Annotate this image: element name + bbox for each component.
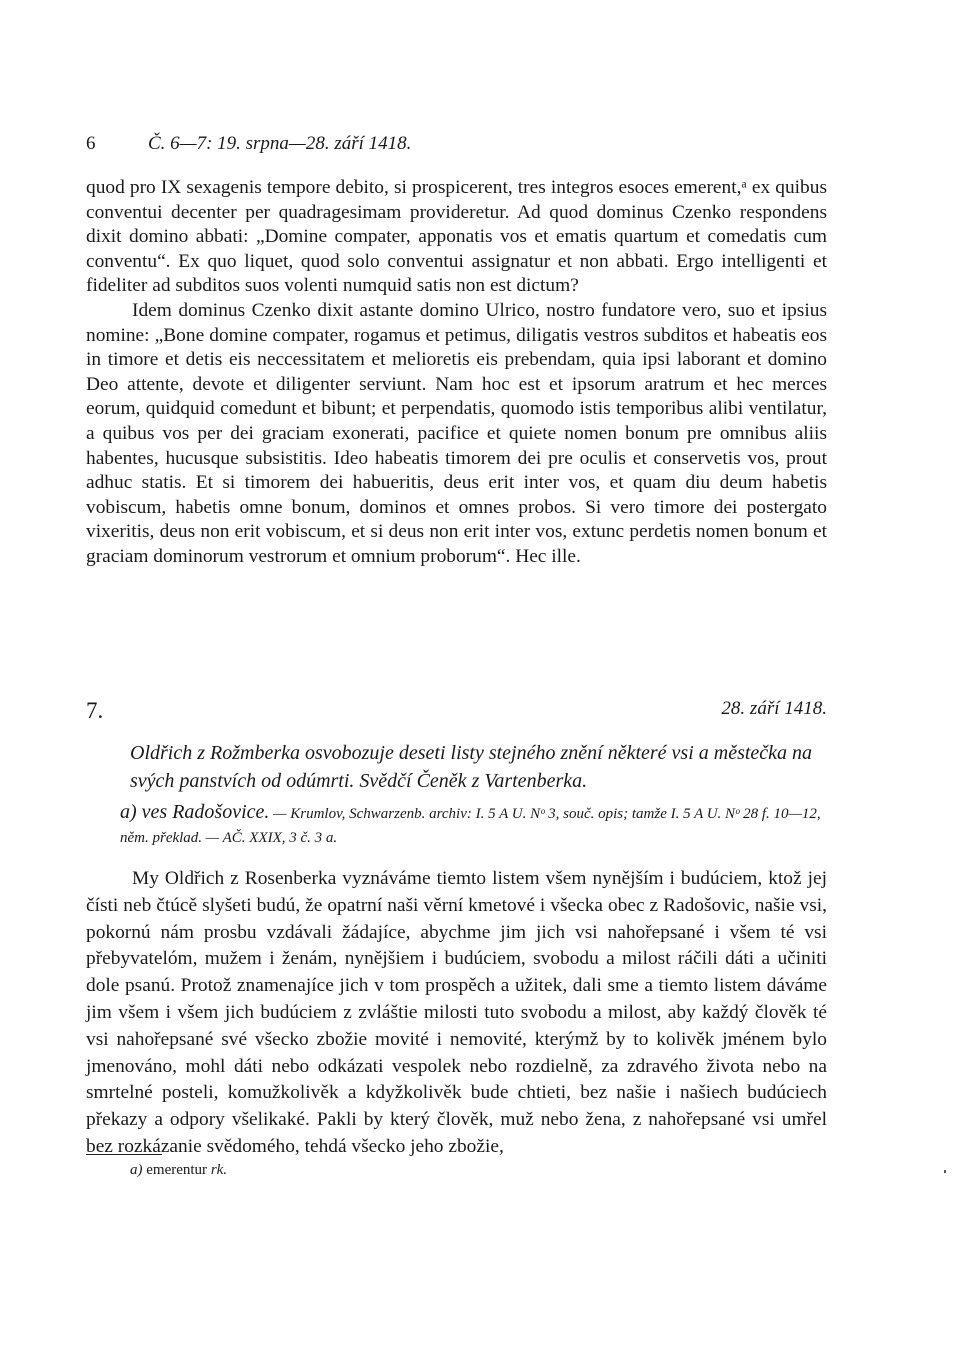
document-date: 28. září 1418. (721, 698, 827, 719)
running-title: Č. 6—7: 19. srpna—28. září 1418. (148, 133, 412, 154)
paragraph-2: Idem dominus Czenko dixit astante domino Ulrico, nostro fundatore vero, suo et ipsius nomine: „Bone domine compater, rogamus et petimus, diligatis vestros subditos et habeatis eos in timore et detis eis neccessitatem et melioretis eis prebendam, quia ipsi laborant et domino Deo attente, devote et diligenter serviunt. Nam hoc est et ipsorum aratrum et hec merces eorum, quidquid comedunt et bibunt; et perpendatis, quomodo istis temporibus alibi ventilatur, a quibus vos per dei graciam exonerati, pacifice et quiete nomen bonum pre omnibus aliis habentes, hucusque subsistitis. Ideo habeatis timorem dei pre oculis et conservetis vos, prout adhuc statis. Et si timorem dei habueritis, deus erit inter vos, et quam diu deum habetis vobiscum, habetis omne bonum, dominos et omnes probos. Si vero timore dei postergato vixeritis, deus non erit vobiscum, et si deus non erit inter vos, extunc perdetis nomen bonum et graciam dominorum vestrorum et omnium proborum“. Hec ille. (86, 299, 827, 567)
footnote (130, 1162, 227, 1179)
source-text: — Krumlov, Schwarzenb. archiv: I. 5 A U. Nᵒ 3, souč. opis; tamže I. 5 A U. Nᵒ 28 f. 10—12, něm. překlad. — AČ. XXIX, 3 č. 3 a. (120, 806, 821, 846)
footnote-label: a) (130, 1162, 143, 1178)
document-paragraph: My Oldřich z Rosenberka vyznáváme tiemto listem všem nynějším i budúciem, ktož jej čísti neb čtúcě slyšeti budú, že opatrní naši věrní kmetové i všecka obec z Radošovic, našie vsi, pokornú nám prosbu vzdávali žádajíce, abychme jim jich vsi nahořepsané i všem té vsi přebyvatelóm, mužem i ženám, nynějšiem i budúciem, svobodu a milost ráčili dáti a učiniti dole psanú. Protož znamenajíce jich v tom prospěch a užitek, dali sme a tiemto listem dáváme jim všem i všem jich budúciem z zvláštie milosti tuto svobodu a milost, aby každý člověk té vsi nahořepsané své všecko zbožie movité i nemovité, kterýmž by to kolivěk jménem bylo jmenováno, mohl dáti nebo odkázati vespolek nebo rozdielně, za zdravého života nebo na smrtelné posteli, komužkolivěk a kdyžkolivěk bude chtieti, bez našie i našiech budúciech překazy a odpory všelikaké. Pakli by který člověk, muž nebo žena, z nahořepsané vsi umřel bez rozkázanie svědomého, tehdá všecko jeho zbožie, (86, 868, 827, 1157)
document-text (86, 866, 827, 1161)
document-regest: Oldřich z Rožmberka osvobozuje deseti listy stejného znění některé vsi a městečka na svých panstvích od odúmrti. Svědčí Čeněk z Vartenberka. (130, 742, 813, 792)
running-header (86, 133, 827, 157)
footnote-abbreviation: rk. (210, 1162, 228, 1178)
footnote-text: emerentur (146, 1162, 208, 1178)
margin-mark (944, 1170, 946, 1173)
footnote-rule (86, 1154, 162, 1155)
section-1-text (86, 176, 827, 570)
paragraph-1: quod pro IX sexagenis tempore debito, si prospicerent, tres integros esoces emerent,ᵃ ex quibus conventui decenter per quadragesimam provideretur. Ad quod dominus Czenko respondens dixit domino abbati: „Domine compater, apponatis vos et ematis quartum et comedatis cum conventu“. Ex quo liquet, quod solo conventui assignatur et non abbati. Ergo intelligenti et fideliter ad subditos suos volenti numquid satis non est dictum? (86, 177, 827, 297)
page-number: 6 (86, 133, 96, 154)
source-note (86, 800, 827, 850)
document-page (86, 0, 827, 1372)
document-number: 7. (86, 698, 104, 723)
source-label: a) ves Radošovice. (120, 801, 270, 823)
